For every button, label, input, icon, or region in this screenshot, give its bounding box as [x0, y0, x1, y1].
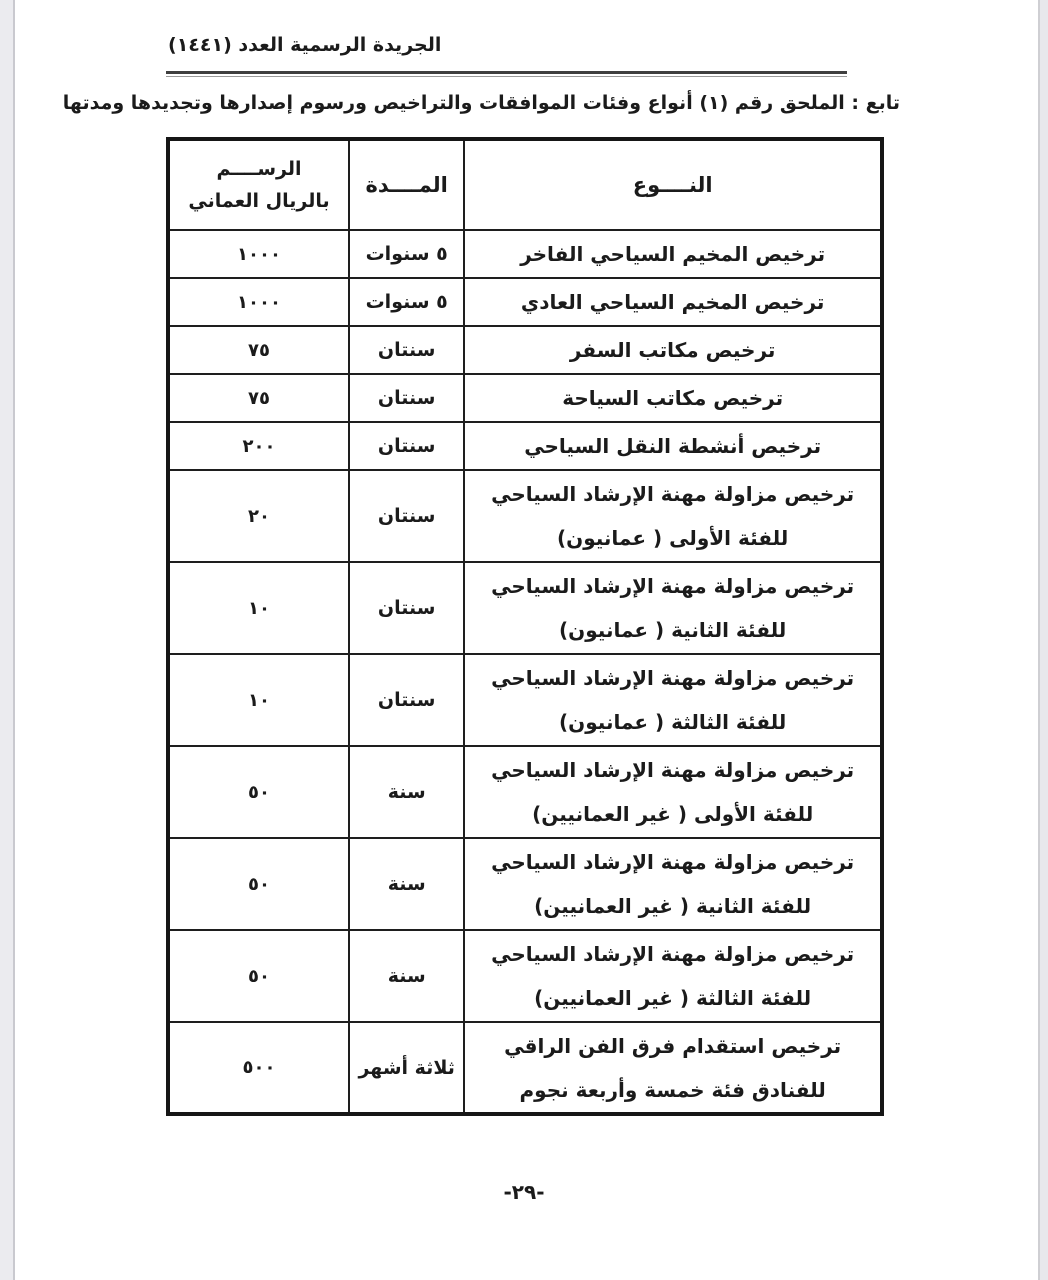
cell-type — [464, 562, 882, 654]
cell-type-line1: ترخيص استقدام فرق الفن الراقي — [504, 1033, 842, 1058]
cell-duration: سنتان — [349, 326, 464, 374]
column-header-fee-line1: الرســــم — [216, 158, 302, 180]
gazette-header: الجريدة الرسمية العدد (١٤٤١) — [168, 34, 442, 56]
table-row — [168, 230, 882, 278]
cell-type — [464, 746, 882, 838]
cell-fee: ٥٠ — [168, 930, 349, 1022]
cell-fee: ١٠ — [168, 562, 349, 654]
cell-duration: سنة — [349, 930, 464, 1022]
column-header-type: النــــوع — [464, 139, 882, 230]
page-number: -٢٩- — [503, 1180, 545, 1204]
cell-type-line1: ترخيص مزاولة مهنة الإرشاد السياحي — [491, 482, 855, 506]
cell-duration: سنتان — [349, 654, 464, 746]
table-row — [168, 422, 882, 470]
cell-type-line2: للفئة الثانية ( عمانيون) — [559, 618, 787, 642]
cell-type-line1: ترخيص المخيم السياحي العادي — [520, 290, 825, 314]
cell-type-line1: ترخيص مكاتب السياحة — [562, 386, 784, 410]
fees-table — [166, 137, 884, 1116]
cell-type-line2: للفئة الثالثة ( عمانيون) — [559, 710, 787, 734]
cell-fee: ٢٠ — [168, 470, 349, 562]
header-rule — [166, 71, 847, 77]
cell-type — [464, 1022, 882, 1114]
page-edge-left — [0, 0, 15, 1280]
table-row — [168, 278, 882, 326]
cell-type-line1: ترخيص مزاولة مهنة الإرشاد السياحي — [491, 666, 855, 690]
cell-type-line2: للفئة الأولى ( غير العمانيين) — [532, 802, 814, 826]
table-row — [168, 838, 882, 930]
cell-duration: ثلاثة أشهر — [349, 1022, 464, 1114]
cell-type-line2: للفئة الأولى ( عمانيون) — [557, 526, 789, 550]
page-edge-right — [1038, 0, 1048, 1280]
cell-fee: ١٠٠٠ — [168, 230, 349, 278]
cell-type — [464, 930, 882, 1022]
table-header-row — [168, 139, 882, 230]
cell-type — [464, 374, 882, 422]
cell-duration: سنة — [349, 838, 464, 930]
cell-fee: ٧٥ — [168, 326, 349, 374]
cell-type-line1: ترخيص مزاولة مهنة الإرشاد السياحي — [491, 942, 855, 966]
document-title: تابع : الملحق رقم (١) أنواع وفئات الموافقات والتراخيص ورسوم إصدارها وتجديدها ومدتها — [62, 92, 900, 114]
cell-fee: ١٠٠٠ — [168, 278, 349, 326]
table-row — [168, 930, 882, 1022]
table-row — [168, 470, 882, 562]
cell-fee: ٧٥ — [168, 374, 349, 422]
column-header-fee — [168, 139, 349, 230]
cell-type-line1: ترخيص مزاولة مهنة الإرشاد السياحي — [491, 758, 855, 782]
cell-type — [464, 422, 882, 470]
table-row — [168, 654, 882, 746]
fee-table-body — [168, 230, 882, 1114]
cell-type — [464, 838, 882, 930]
table-row — [168, 374, 882, 422]
cell-type-line1: ترخيص مزاولة مهنة الإرشاد السياحي — [491, 574, 855, 598]
table-row — [168, 326, 882, 374]
cell-duration: سنتان — [349, 422, 464, 470]
cell-type-line2: للفنادق فئة خمسة وأربعة نجوم — [519, 1077, 826, 1102]
cell-type-line1: ترخيص مكاتب السفر — [569, 338, 776, 362]
cell-type-line2: للفئة الثالثة ( غير العمانيين) — [534, 986, 812, 1010]
cell-fee: ٥٠٠ — [168, 1022, 349, 1114]
cell-type-line1: ترخيص أنشطة النقل السياحي — [524, 434, 822, 458]
cell-type-line2: للفئة الثانية ( غير العمانيين) — [534, 894, 812, 918]
cell-duration: سنتان — [349, 470, 464, 562]
table-row — [168, 562, 882, 654]
column-header-fee-line2: بالريال العماني — [188, 190, 330, 212]
column-header-duration: المــــدة — [349, 139, 464, 230]
cell-fee: ٢٠٠ — [168, 422, 349, 470]
table-row — [168, 1022, 882, 1114]
cell-duration: ٥ سنوات — [349, 230, 464, 278]
cell-duration: سنة — [349, 746, 464, 838]
cell-fee: ٥٠ — [168, 746, 349, 838]
cell-type — [464, 326, 882, 374]
cell-fee: ٥٠ — [168, 838, 349, 930]
cell-duration: سنتان — [349, 562, 464, 654]
cell-duration: سنتان — [349, 374, 464, 422]
cell-fee: ١٠ — [168, 654, 349, 746]
table-row — [168, 746, 882, 838]
cell-type — [464, 470, 882, 562]
cell-type — [464, 230, 882, 278]
cell-duration: ٥ سنوات — [349, 278, 464, 326]
cell-type-line1: ترخيص المخيم السياحي الفاخر — [520, 242, 826, 266]
cell-type-line1: ترخيص مزاولة مهنة الإرشاد السياحي — [491, 850, 855, 874]
cell-type — [464, 654, 882, 746]
cell-type — [464, 278, 882, 326]
